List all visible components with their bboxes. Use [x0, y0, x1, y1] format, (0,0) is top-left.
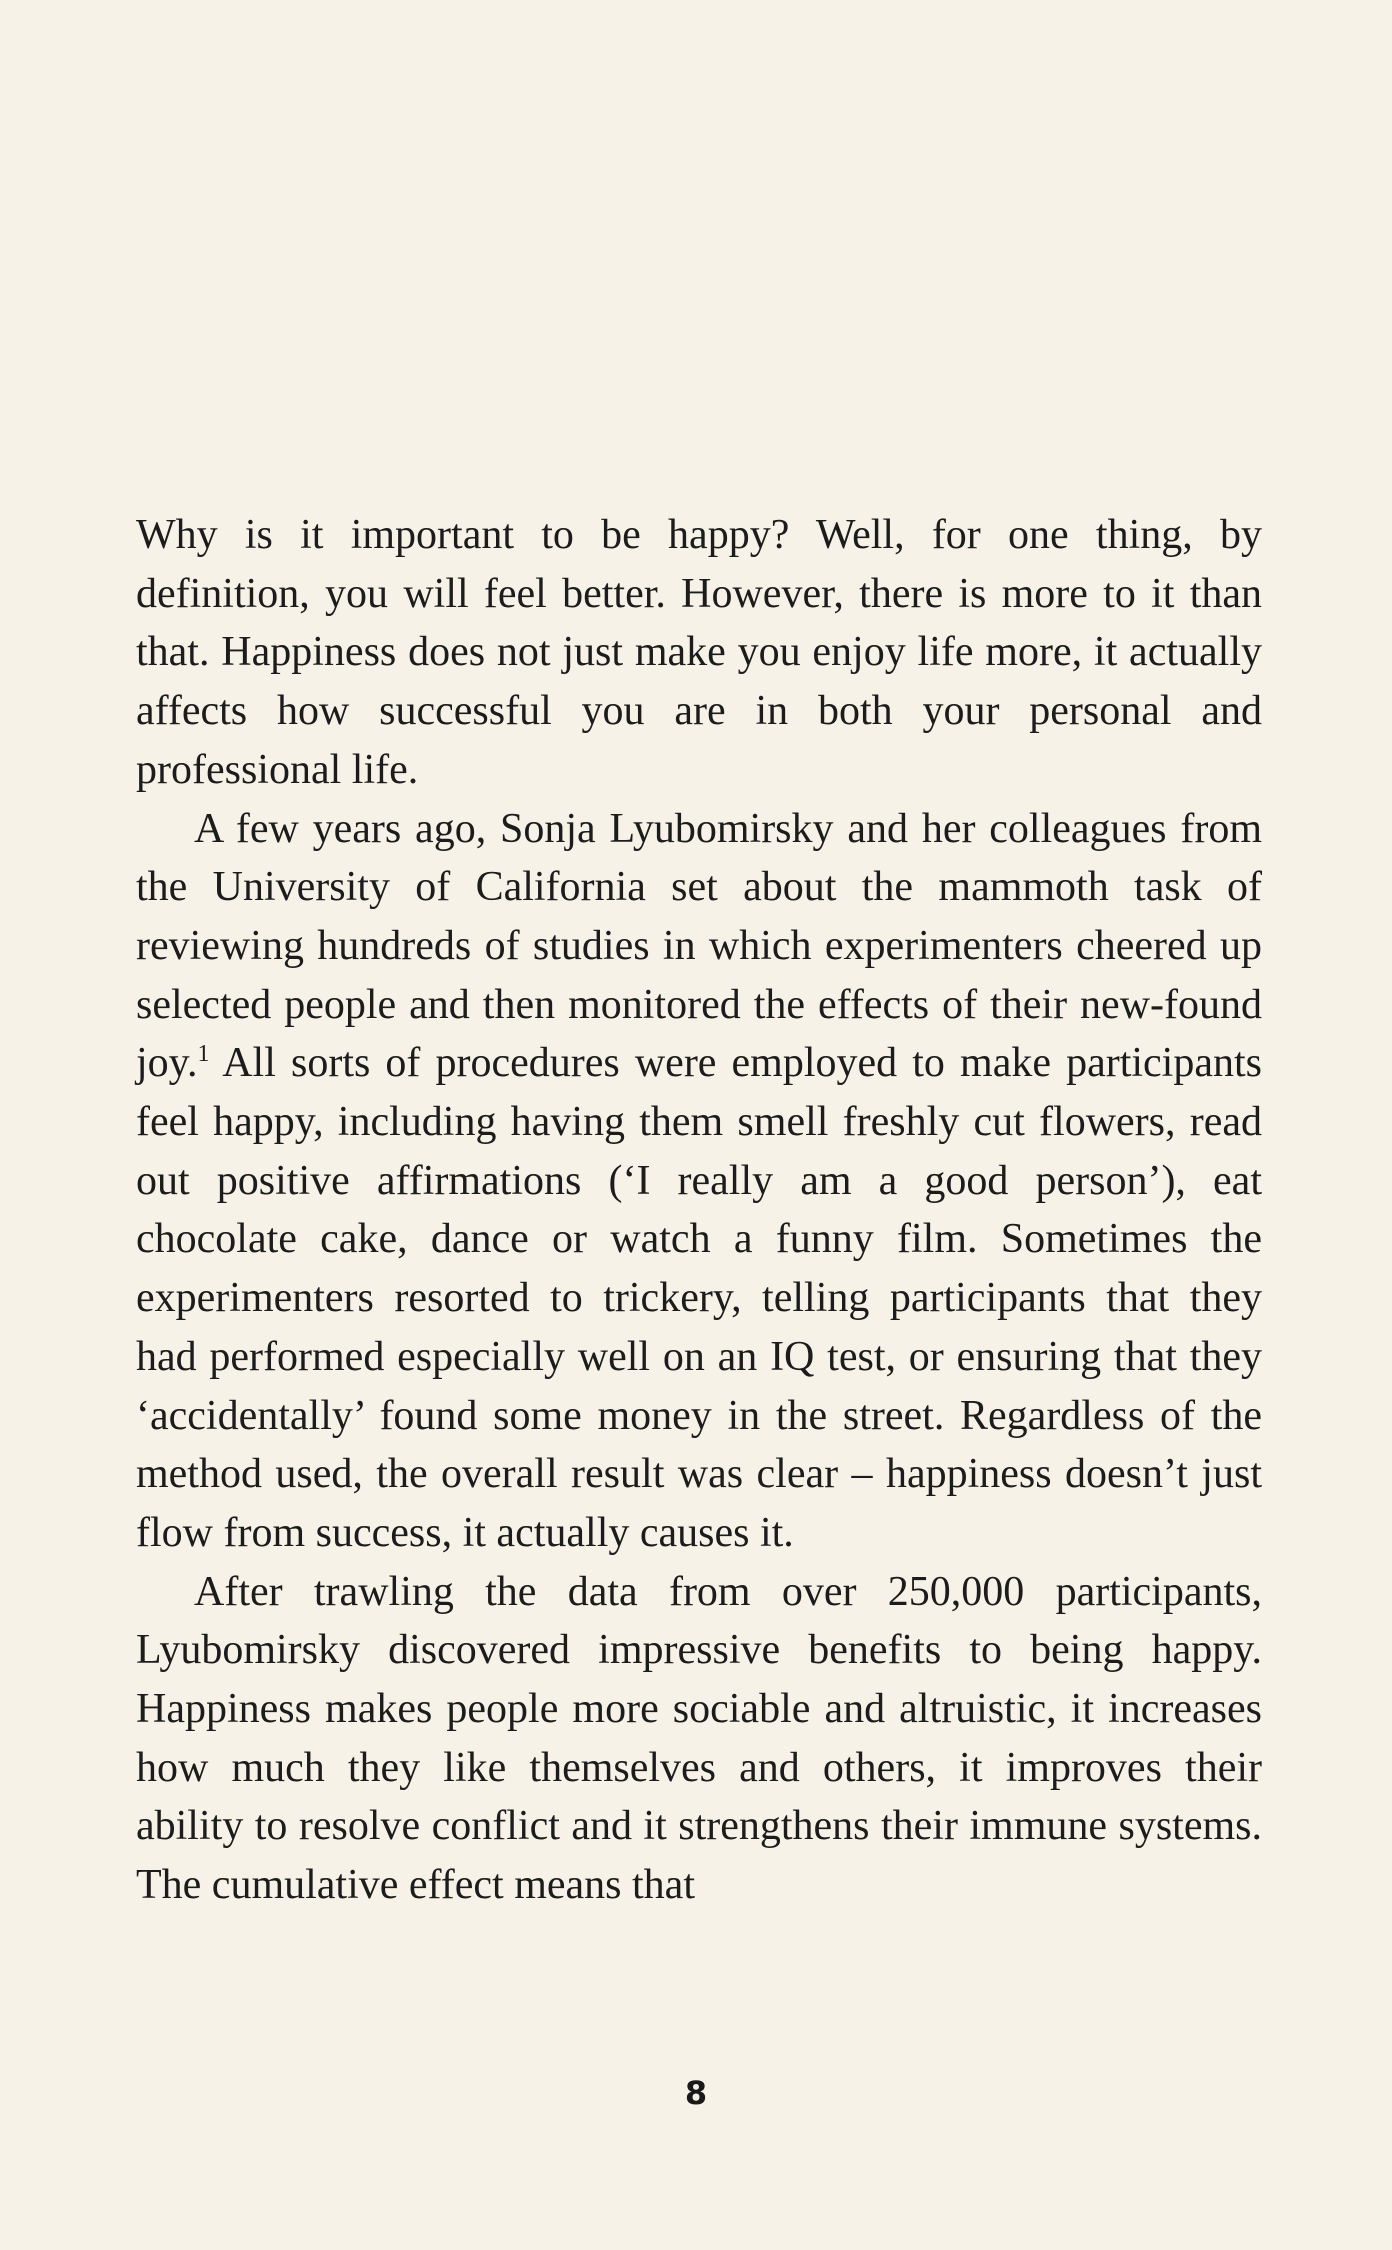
page-number: 8	[684, 2074, 708, 2112]
paragraph-3-text: After trawling the data from over 250,000 participants, Lyubomirsky discovered impressive benefits to being happy. Happiness makes people more sociable and altruistic, it increases how much they like themselves and others, it improves their ability to resolve conflict and it strengthens their immune systems. The cumulative effect means that	[136, 1568, 1262, 1909]
paragraph-2	[136, 800, 1262, 1563]
footnote-marker: 1	[197, 1041, 210, 1068]
body-text	[136, 506, 1262, 1915]
paragraph-1-text: Why is it important to be happy? Well, for one thing, by definition, you will feel better. However, there is more to it than that. Happiness does not just make you enjoy life more, it actually affects how successful you are in both your personal and professional life.	[136, 512, 1262, 793]
paragraph-1	[136, 506, 1262, 800]
paragraph-2-text-start: A few years ago, Sonja Lyubomirsky and her colleagues from the University of California set about the mammoth task of reviewing hundreds of studies in which experimenters cheered up selected people and then monitored the effects of their new-found joy.	[136, 805, 1262, 1087]
paragraph-3	[136, 1563, 1262, 1915]
paragraph-2-text-end: All sorts of procedures were employed to make participants feel happy, including having them smell freshly cut flowers, read out positive affirmations (‘I really am a good person’), eat chocolate cake, dance or watch a funny film. Sometimes the experimenters resorted to trickery, telling participants that they had performed especially well on an IQ test, or ensuring that they ‘accidentally’ found some money in the street. Regardless of the method used, the overall result was clear – happiness doesn’t just flow from success, it actually causes it.	[136, 1040, 1262, 1556]
